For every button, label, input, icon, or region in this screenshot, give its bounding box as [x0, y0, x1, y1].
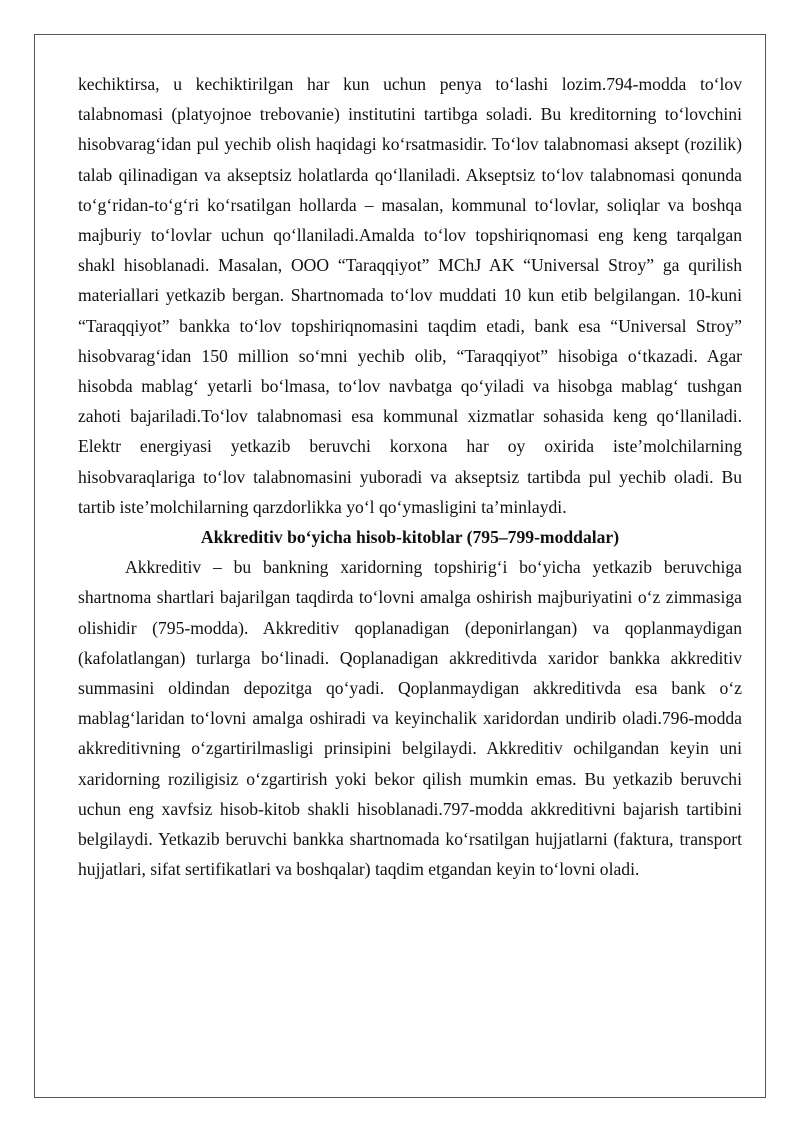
- paragraph-payment-demand: kechiktirsa, u kechiktirilgan har kun uchun penya to‘lashi lozim.794-modda to‘lov talabnomasi (platyojnoe trebovanie) institutini tartibga soladi. Bu kreditorning to‘lovchini hisobvarag‘idan pul yechib olish haqidagi ko‘rsatmasidir. To‘lov talabnomasi aksept (rozilik) talab qilinadigan va akseptsiz holatlarda qo‘llaniladi. Akseptsiz to‘lov talabnomasi qonunda to‘g‘ridan-to‘g‘ri ko‘rsatilgan hollarda – masalan, kommunal to‘lovlar, soliqlar va boshqa majburiy to‘lovlar uchun qo‘llaniladi.Amalda to‘lov topshiriqnomasi eng keng tarqalgan shakl hisoblanadi. Masalan, OOO “Taraqqiyot” MChJ AK “Universal Stroy” ga qurilish materiallari yetkazib bergan. Shartnomada to‘lov muddati 10 kun etib belgilangan. 10-kuni “Taraqqiyot” bankka to‘lov topshiriqnomasini taqdim etadi, bank esa “Universal Stroy” hisobvarag‘idan 150 million so‘mni yechib olib, “Taraqqiyot” hisobiga o‘tkazadi. Agar hisobda mablag‘ yetarli bo‘lmasa, to‘lov navbatga qo‘yiladi va hisobga mablag‘ tushgan zahoti bajariladi.To‘lov talabnomasi esa kommunal xizmatlar sohasida keng qo‘llaniladi. Elektr energiyasi yetkazib beruvchi korxona har oy oxirida iste’molchilarning hisobvaraqlariga to‘lov talabnomasini yuboradi va akseptsiz tartibda pul yechib oladi. Bu tartib iste’molchilarning qarzdorlikka yo‘l qo‘ymasligini ta’minlaydi.: [78, 74, 742, 517]
- section-heading-letter-of-credit: Akkreditiv bo‘yicha hisob-kitoblar (795–799-moddalar): [200, 527, 620, 548]
- paragraph-letter-of-credit: Akkreditiv – bu bankning xaridorning topshirig‘i bo‘yicha yetkazib beruvchiga shartnoma shartlari bajarilgan taqdirda to‘lovni amalga oshirish majburiyatini o‘z zimmasiga olishidir (795-modda). Akkreditiv qoplanadigan (deponirlangan) va qoplanmaydigan (kafolatlangan) turlarga bo‘linadi. Qoplanadigan akkreditivda xaridor bankka akkreditiv summasini oldindan depozitga qo‘yadi. Qoplanmaydigan akkreditivda esa bank o‘z mablag‘laridan to‘lovni amalga oshiradi va keyinchalik xaridordan undirib oladi.796-modda akkreditivning o‘zgartirilmasligi prinsipini belgilaydi. Akkreditiv ochilgandan keyin uni xaridorning roziligisiz o‘zgartirish yoki bekor qilish mumkin emas. Bu yetkazib beruvchi uchun eng xavfsiz hisob-kitob shakli hisoblanadi.797-modda akkreditivni bajarish tartibini belgilaydi. Yetkazib beruvchi bankka shartnomada ko‘rsatilgan hujjatlarni (faktura, transport hujjatlari, sifat sertifikatlari va boshqalar) taqdim etgandan keyin to‘lovni oladi.: [78, 557, 742, 880]
- document-body: [78, 69, 742, 884]
